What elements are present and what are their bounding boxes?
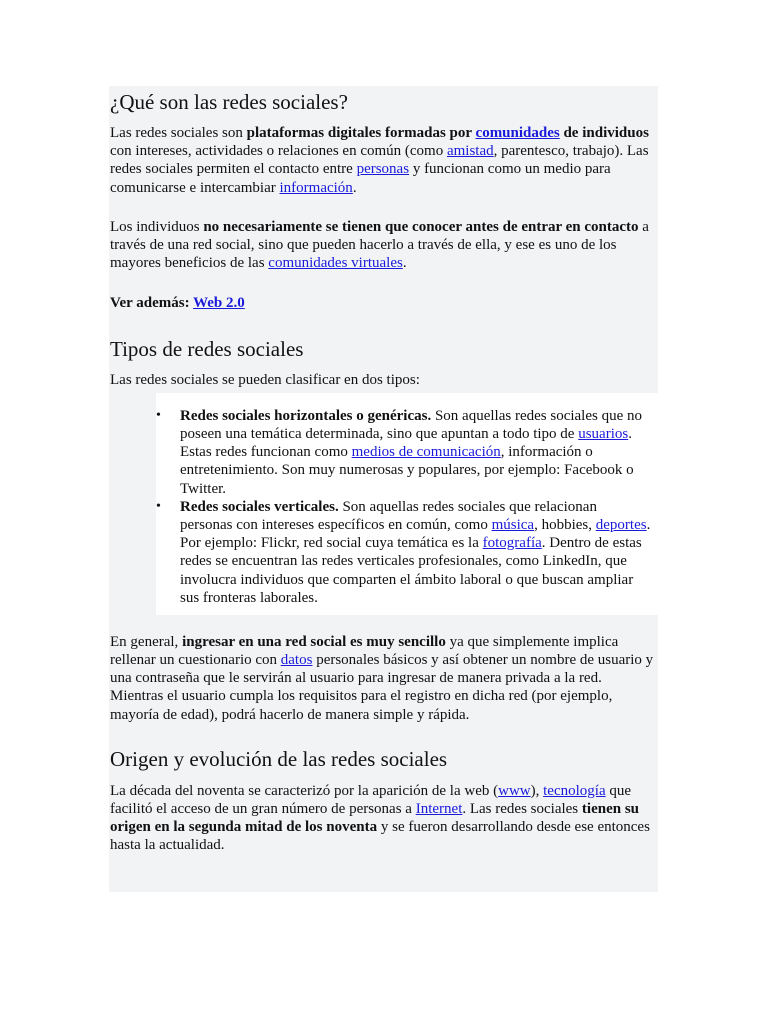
link-tecnologia[interactable]: tecnología bbox=[543, 782, 606, 799]
list-item-verticales: • Redes sociales verticales. Son aquellas redes sociales que relacionan personas con intereses específicos en común, como música, hobbies, deportes. Por ejemplo: Flickr, red social cuya temática es la fotografía. Dentro de estas redes se encuentran las redes verticales profesionales, como LinkedIn, que involucra individuos que comparten el ámbito laboral o que buscan ampliar sus fronteras laborales. bbox=[156, 498, 651, 606]
link-musica[interactable]: música bbox=[491, 517, 535, 534]
link-fotografia[interactable]: fotografía bbox=[482, 535, 542, 552]
link-informacion[interactable]: información bbox=[279, 179, 353, 196]
types-list-box bbox=[156, 393, 659, 615]
section-title-origen: Origen y evolución de las redes sociales bbox=[110, 746, 448, 771]
link-deportes[interactable]: deportes bbox=[595, 517, 647, 534]
bullet-icon: • bbox=[156, 498, 161, 514]
link-amistad[interactable]: amistad bbox=[446, 143, 494, 160]
link-www[interactable]: www bbox=[498, 782, 531, 799]
paragraph-tipos-intro: Las redes sociales se pueden clasificar en dos tipos: bbox=[110, 371, 420, 388]
paragraph-ingresar: En general, ingresar en una red social es muy sencillo ya que simplemente implica rellenar un cuestionario con datos personales básicos y así obtener un nombre de usuario y una contraseña que le servirán al usuario para ingresar de manera privada a la red. Mientras el usuario cumpla los requisitos para el registro en dicha red (por ejemplo, mayoría de edad), podrá hacerlo de manera simple y rápida. bbox=[110, 633, 654, 723]
section-title-que-son: ¿Qué son las redes sociales? bbox=[110, 90, 348, 114]
link-web-2-0[interactable]: Web 2.0 bbox=[193, 295, 245, 312]
link-comunidades[interactable]: comunidades bbox=[475, 125, 560, 141]
types-list bbox=[156, 407, 659, 607]
paragraph-origen: La década del noventa se caracterizó por la aparición de la web (www), tecnología que facilitó el acceso de un gran número de personas a Internet. Las redes sociales tienen su origen en la segunda mitad de los noventa y se fueron desarrollando desde ese entonces hasta la actualidad. bbox=[110, 782, 650, 854]
bullet-icon: • bbox=[156, 407, 161, 423]
link-usuarios[interactable]: usuarios bbox=[578, 426, 629, 443]
paragraph-individuos: Los individuos no necesariamente se tienen que conocer antes de entrar en contacto a través de una red social, sino que pueden hacerlo a través de ella, y ese es uno de los mayores beneficios de las comunidades virtuales. bbox=[110, 218, 649, 272]
link-internet[interactable]: Internet bbox=[415, 801, 463, 818]
list-item-horizontales: • Redes sociales horizontales o genéricas. Son aquellas redes sociales que no poseen una temática determinada, sino que apuntan a todo tipo de usuarios. Estas redes funcionan como medios de comunicación, información o entretenimiento. Son muy numerosas y populares, por ejemplo: Facebook o Twitter. bbox=[156, 407, 642, 497]
link-comunidades-virtuales[interactable]: comunidades virtuales bbox=[268, 255, 403, 272]
link-medios-de-comunicacion[interactable]: medios de comunicación bbox=[351, 444, 501, 461]
link-personas[interactable]: personas bbox=[356, 161, 410, 178]
section-title-tipos: Tipos de redes sociales bbox=[110, 336, 304, 361]
link-datos[interactable]: datos bbox=[280, 652, 313, 669]
see-also-line: Ver además: Web 2.0 bbox=[110, 295, 245, 312]
article-body bbox=[109, 86, 658, 892]
paragraph-definition: Las redes sociales son plataformas digitales formadas por comunidades de individuos con intereses, actividades o relaciones en común (como amistad, parentesco, trabajo). Las redes sociales permiten el contacto entre personas y funcionan como un medio para comunicarse e intercambiar información. bbox=[110, 125, 649, 196]
